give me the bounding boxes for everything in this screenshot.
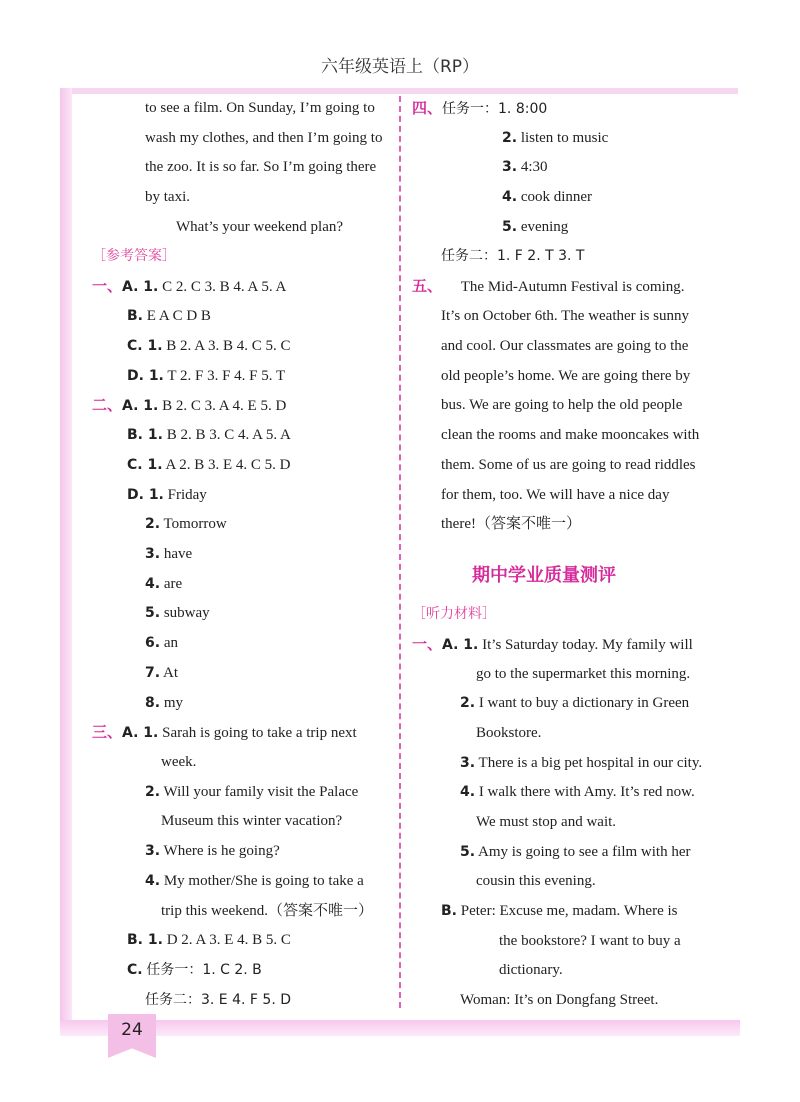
section-heading-listening: ［听力材料］: [412, 606, 496, 622]
answer-line: 3. have: [145, 546, 193, 562]
left-line: What’s your weekend plan?: [176, 219, 344, 235]
answer-line: C. 1. B 2. A 3. B 4. C 5. C: [127, 338, 291, 354]
answer-line: bus. We are going to help the old people: [441, 397, 683, 413]
answer-line: 4. My mother/She is going to take a: [145, 873, 364, 889]
answer-line: Woman: It’s on Dongfang Street.: [460, 992, 659, 1008]
answer-line: 7. At: [145, 665, 178, 681]
section-title-midterm: 期中学业质量测评: [472, 565, 616, 586]
answer-line: C. 1. A 2. B 3. E 4. C 5. D: [127, 457, 291, 473]
answer-line: 一、A. 1. C 2. C 3. B 4. A 5. A: [92, 277, 287, 295]
answer-line: 5. evening: [502, 219, 569, 235]
left-line: by taxi.: [145, 189, 190, 205]
answer-line: We must stop and wait.: [476, 814, 617, 830]
answer-line: there!（答案不唯一）: [441, 516, 581, 532]
answer-line: 4. I walk there with Amy. It’s red now.: [460, 784, 695, 800]
answer-line: 4. cook dinner: [502, 189, 593, 205]
answer-line: 二、A. 1. B 2. C 3. A 4. E 5. D: [92, 396, 287, 414]
frame-top-border: [70, 88, 738, 94]
frame-left-border: [60, 88, 72, 1028]
section-heading-answers: ［参考答案］: [92, 248, 176, 264]
answer-line: 3. There is a big pet hospital in our city.: [460, 755, 703, 771]
answer-line: trip this weekend.（答案不唯一）: [161, 903, 374, 919]
answer-line: 四、任务一：1. 8:00: [412, 99, 548, 117]
answer-line: B. 1. B 2. B 3. C 4. A 5. A: [127, 427, 291, 443]
answer-line: old people’s home. We are going there by: [441, 368, 691, 384]
answer-line: D. 1. Friday: [127, 487, 207, 503]
answer-line: 任务二：1. F 2. T 3. T: [441, 248, 585, 264]
frame-bottom-border: [60, 1020, 740, 1036]
answer-line: and cool. Our classmates are going to the: [441, 338, 689, 354]
answer-line: 2. listen to music: [502, 130, 609, 146]
answer-line: for them, too. We will have a nice day: [441, 487, 670, 503]
answer-line: It’s on October 6th. The weather is sunny: [441, 308, 690, 324]
answer-line: 5. subway: [145, 605, 210, 621]
answer-line: D. 1. T 2. F 3. F 4. F 5. T: [127, 368, 286, 384]
answer-line: week.: [161, 754, 197, 770]
answer-line: B. Peter: Excuse me, madam. Where is: [441, 903, 678, 919]
answer-line: B. 1. D 2. A 3. E 4. B 5. C: [127, 932, 291, 948]
answer-line: the bookstore? I want to buy a: [499, 933, 681, 949]
answer-line: 2. Tomorrow: [145, 516, 227, 532]
answer-line: them. Some of us are going to read riddles: [441, 457, 696, 473]
answer-line: B. E A C D B: [127, 308, 211, 324]
answer-line: clean the rooms and make mooncakes with: [441, 427, 700, 443]
answer-line: 5. Amy is going to see a film with her: [460, 844, 691, 860]
left-line: to see a film. On Sunday, I’m going to: [145, 100, 375, 116]
page-number: 24: [121, 1020, 143, 1040]
answer-line: 4. are: [145, 576, 183, 592]
answer-line: 3. 4:30: [502, 159, 548, 175]
left-line: wash my clothes, and then I’m going to: [145, 130, 383, 146]
answer-line: 五、 The Mid-Autumn Festival is coming.: [412, 277, 685, 295]
answer-line: 三、A. 1. Sarah is going to take a trip next: [92, 723, 357, 741]
left-line: the zoo. It is so far. So I’m going there: [145, 159, 377, 175]
answer-line: 任务二：3. E 4. F 5. D: [145, 992, 292, 1008]
page-header: 六年级英语上（RP）: [320, 57, 480, 77]
answer-line: 6. an: [145, 635, 178, 651]
answer-line: Bookstore.: [476, 725, 542, 741]
answer-line: 2. Will your family visit the Palace: [145, 784, 359, 800]
answer-line: Museum this winter vacation?: [161, 813, 343, 829]
answer-line: cousin this evening.: [476, 873, 596, 889]
answer-line: dictionary.: [499, 962, 563, 978]
answer-line: go to the supermarket this morning.: [476, 666, 691, 682]
answer-line: C. 任务一：1. C 2. B: [127, 962, 262, 978]
answer-line: 8. my: [145, 695, 183, 711]
answer-line: 2. I want to buy a dictionary in Green: [460, 695, 690, 711]
answer-line: 3. Where is he going?: [145, 843, 280, 859]
answer-line: 一、A. 1. It’s Saturday today. My family will: [412, 635, 693, 653]
column-divider: [399, 96, 401, 1008]
